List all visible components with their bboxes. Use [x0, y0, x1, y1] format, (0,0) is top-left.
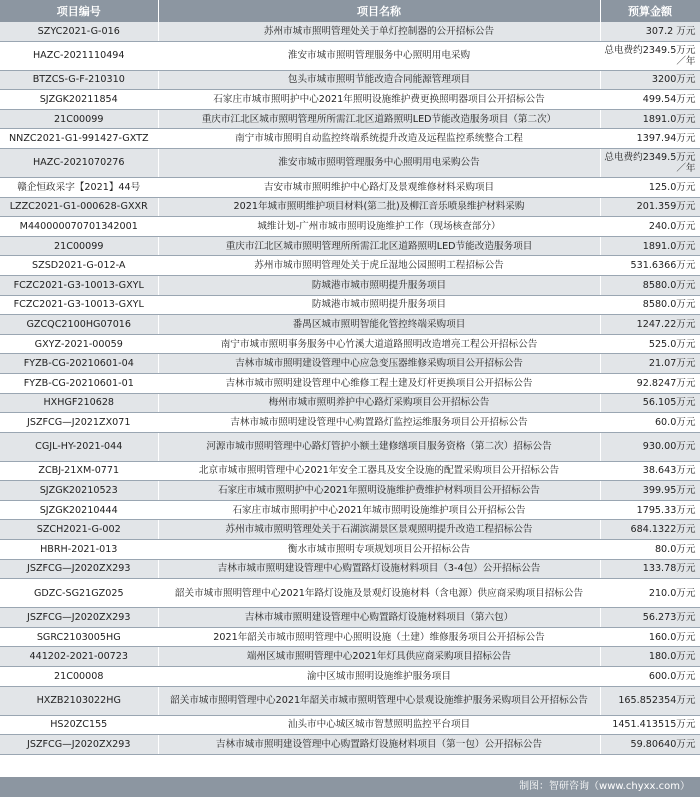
table-row	[0, 90, 700, 110]
project-name-cell: 北京市城市照明管理中心2021年安全工器具及安全设施的配置采购项目公开招标公告	[158, 461, 600, 481]
table-row	[0, 109, 700, 129]
budget-amount-cell: 59.80640万元	[600, 735, 700, 755]
table-row	[0, 197, 700, 217]
table-row	[0, 559, 700, 579]
project-code-cell: HAZC-2021070276	[0, 148, 158, 177]
budget-amount-cell: 38.643万元	[600, 461, 700, 481]
project-name-cell: 吉林市城市照明建设管理中心维修工程土建及灯杆更换项目公开招标公告	[158, 373, 600, 393]
budget-amount-cell: 307.2 万元	[600, 22, 700, 41]
project-name-cell: 重庆市江北区城市照明管理所所需江北区道路照明LED节能改造服务项目	[158, 236, 600, 256]
budget-amount-cell: 180.0万元	[600, 647, 700, 667]
project-name-cell: 吉林市城市照明建设管理中心购置路灯设施材料项目（第六包）	[158, 608, 600, 628]
header-project-code: 项目编号	[0, 0, 158, 22]
project-name-cell: 衡水市城市照明专项规划项目公开招标公告	[158, 540, 600, 560]
project-code-cell: GZCQC2100HG07016	[0, 315, 158, 335]
table-row	[0, 275, 700, 295]
project-code-cell: SJZGK20210444	[0, 500, 158, 520]
table-row	[0, 256, 700, 276]
budget-amount-cell: 92.8247万元	[600, 373, 700, 393]
table-header-row	[0, 0, 700, 22]
budget-amount-cell: 8580.0万元	[600, 295, 700, 315]
project-name-cell: 淮安市城市照明管理服务中心照明用电采购	[158, 41, 600, 70]
budget-amount-cell: 930.00万元	[600, 432, 700, 461]
project-name-cell: 2021年韶关市城市照明管理中心照明设施（土建）维修服务项目公开招标公告	[158, 627, 600, 647]
budget-amount-cell: 499.54万元	[600, 90, 700, 110]
budget-amount-cell: 1247.22万元	[600, 315, 700, 335]
project-code-cell: HAZC-2021110494	[0, 41, 158, 70]
project-code-cell: SJZGK20211854	[0, 90, 158, 110]
table-row	[0, 315, 700, 335]
project-code-cell: SZYC2021-G-016	[0, 22, 158, 41]
table-row	[0, 520, 700, 540]
budget-amount-cell: 1795.33万元	[600, 500, 700, 520]
budget-amount-cell: 1891.0万元	[600, 109, 700, 129]
budget-amount-cell: 56.105万元	[600, 393, 700, 413]
project-name-cell: 吉林市城市照明建设管理中心购置路灯设施材料项目（3-4包）公开招标公告	[158, 559, 600, 579]
project-code-cell: GDZC-SG21GZ025	[0, 579, 158, 608]
table-row	[0, 715, 700, 735]
budget-amount-cell: 525.0万元	[600, 334, 700, 354]
budget-amount-cell: 56.273万元	[600, 608, 700, 628]
project-name-cell: 吉林市城市照明建设管理中心购置路灯监控运维服务项目公开招标公告	[158, 413, 600, 433]
project-code-cell: 21C00008	[0, 667, 158, 687]
table-body	[0, 22, 700, 754]
budget-amount-cell: 684.1322万元	[600, 520, 700, 540]
project-code-cell: HXZB2103022HG	[0, 686, 158, 715]
project-name-cell: 苏州市城市照明管理处关于单灯控制器的公开招标公告	[158, 22, 600, 41]
table-row	[0, 22, 700, 41]
project-code-cell: HXHGF210628	[0, 393, 158, 413]
project-name-cell: 梅州市城市照明养护中心路灯采购项目公开招标公告	[158, 393, 600, 413]
project-name-cell: 苏州市城市照明管理处关于石湖滨湖景区景观照明提升改造工程招标公告	[158, 520, 600, 540]
table-row	[0, 647, 700, 667]
project-code-cell: FYZB-CG-20210601-01	[0, 373, 158, 393]
project-name-cell: 吉林市城市照明建设管理中心购置路灯设施材料项目（第一包）公开招标公告	[158, 735, 600, 755]
budget-amount-cell: 总电费约2349.5万元／年	[600, 41, 700, 70]
budget-amount-cell: 210.0万元	[600, 579, 700, 608]
table-row	[0, 461, 700, 481]
table-row	[0, 735, 700, 755]
budget-amount-cell: 8580.0万元	[600, 275, 700, 295]
table-row	[0, 373, 700, 393]
project-code-cell: M440000070701342001	[0, 217, 158, 237]
project-name-cell: 防城港市城市照明提升服务项目	[158, 275, 600, 295]
table-row	[0, 393, 700, 413]
table-row	[0, 667, 700, 687]
source-credit: 制图：智研咨询（www.chyxx.com）	[0, 777, 700, 797]
project-name-cell: 吉安市城市照明维护中心路灯及景观维修材料采购项目	[158, 177, 600, 197]
budget-amount-cell: 1397.94万元	[600, 129, 700, 149]
project-name-cell: 渝中区城市照明设施维护服务项目	[158, 667, 600, 687]
table-row	[0, 540, 700, 560]
project-name-cell: 石家庄市城市照明护中心2021年城市照明设施维护项目公开招标公告	[158, 500, 600, 520]
project-name-cell: 防城港市城市照明提升服务项目	[158, 295, 600, 315]
project-name-cell: 石家庄市城市照明护中心2021年照明设施维护费维护材料项目公开招标公告	[158, 481, 600, 501]
table-row	[0, 608, 700, 628]
project-code-cell: 赣企恒政采字【2021】44号	[0, 177, 158, 197]
project-name-cell: 淮安市城市照明管理服务中心照明用电采购公告	[158, 148, 600, 177]
project-name-cell: 重庆市江北区城市照明管理所所需江北区道路照明LED节能改造服务项目（第二次）	[158, 109, 600, 129]
project-code-cell: HS20ZC155	[0, 715, 158, 735]
project-code-cell: 441202-2021-00723	[0, 647, 158, 667]
table-row	[0, 295, 700, 315]
table-row	[0, 627, 700, 647]
budget-amount-cell: 80.0万元	[600, 540, 700, 560]
project-name-cell: 汕头市中心城区城市智慧照明监控平台项目	[158, 715, 600, 735]
table-row	[0, 432, 700, 461]
budget-amount-cell: 531.6366万元	[600, 256, 700, 276]
project-code-cell: 21C00099	[0, 109, 158, 129]
project-name-cell: 城维计划-广州市城市照明设施维护工作（现场核查部分）	[158, 217, 600, 237]
project-name-cell: 石家庄市城市照明护中心2021年照明设施维护费更换照明器项目公开招标公告	[158, 90, 600, 110]
table-row	[0, 148, 700, 177]
budget-amount-cell: 总电费约2349.5万元／年	[600, 148, 700, 177]
project-code-cell: FYZB-CG-20210601-04	[0, 354, 158, 374]
project-name-cell: 吉林市城市照明建设管理中心应急变压器维修采购项目公开招标公告	[158, 354, 600, 374]
budget-amount-cell: 1451.413515万元	[600, 715, 700, 735]
budget-amount-cell: 125.0万元	[600, 177, 700, 197]
project-name-cell: 韶关市城市照明管理中心2021年路灯设施及景观灯设施材料（含电源）供应商采购项目招标公告	[158, 579, 600, 608]
table-row	[0, 217, 700, 237]
project-code-cell: LZZC2021-G1-000628-GXXR	[0, 197, 158, 217]
budget-amount-cell: 60.0万元	[600, 413, 700, 433]
project-code-cell: NNZC2021-G1-991427-GXTZ	[0, 129, 158, 149]
table-row	[0, 413, 700, 433]
budget-amount-cell: 3200万元	[600, 70, 700, 90]
project-name-cell: 南宁市城市照明事务服务中心竹溪大道道路照明改造增亮工程公开招标公告	[158, 334, 600, 354]
table-row	[0, 129, 700, 149]
table-row	[0, 41, 700, 70]
header-project-name: 项目名称	[158, 0, 600, 22]
table-row	[0, 686, 700, 715]
budget-amount-cell: 1891.0万元	[600, 236, 700, 256]
project-name-cell: 包头市城市照明节能改造合同能源管理项目	[158, 70, 600, 90]
project-name-cell: 南宁市城市照明自动监控终端系统提升改造及远程监控系统整合工程	[158, 129, 600, 149]
project-code-cell: JSZFCG—J2020ZX293	[0, 608, 158, 628]
project-code-cell: SZSD2021-G-012-A	[0, 256, 158, 276]
table-row	[0, 579, 700, 608]
table-row	[0, 236, 700, 256]
table-row	[0, 354, 700, 374]
project-code-cell: SGRC2103005HG	[0, 627, 158, 647]
project-code-cell: JSZFCG—J2020ZX293	[0, 735, 158, 755]
project-code-cell: FCZC2021-G3-10013-GXYL	[0, 295, 158, 315]
budget-amount-cell: 240.0万元	[600, 217, 700, 237]
project-code-cell: SJZGK20210523	[0, 481, 158, 501]
project-code-cell: BTZCS-G-F-210310	[0, 70, 158, 90]
project-code-cell: FCZC2021-G3-10013-GXYL	[0, 275, 158, 295]
budget-amount-cell: 399.95万元	[600, 481, 700, 501]
table-row	[0, 177, 700, 197]
project-code-cell: GXYZ-2021-00059	[0, 334, 158, 354]
project-name-cell: 韶关市城市照明管理中心2021年韶关市城市照明管理中心景观设施维护服务采购项目公开招标公告	[158, 686, 600, 715]
project-code-cell: 21C00099	[0, 236, 158, 256]
table-row	[0, 500, 700, 520]
project-code-cell: JSZFCG—J2020ZX293	[0, 559, 158, 579]
project-name-cell: 河源市城市照明管理中心路灯管护小额土建修缮项目服务资格（第二次）招标公告	[158, 432, 600, 461]
budget-amount-cell: 160.0万元	[600, 627, 700, 647]
project-name-cell: 端州区城市照明管理中心2021年灯具供应商采购项目招标公告	[158, 647, 600, 667]
header-budget-amount: 预算金额	[600, 0, 700, 22]
project-code-cell: CGJL-HY-2021-044	[0, 432, 158, 461]
project-code-cell: ZCBJ-21XM-0771	[0, 461, 158, 481]
project-code-cell: HBRH-2021-013	[0, 540, 158, 560]
budget-amount-cell: 21.07万元	[600, 354, 700, 374]
project-name-cell: 番禺区城市照明智能化管控终端采购项目	[158, 315, 600, 335]
project-code-cell: SZCH2021-G-002	[0, 520, 158, 540]
budget-amount-cell: 165.852354万元	[600, 686, 700, 715]
table-row	[0, 70, 700, 90]
budget-amount-cell: 600.0万元	[600, 667, 700, 687]
project-name-cell: 2021年城市照明维护项目材料(第二批)及柳江音乐喷泉维护材料采购	[158, 197, 600, 217]
table-row	[0, 334, 700, 354]
table-row	[0, 481, 700, 501]
budget-amount-cell: 133.78万元	[600, 559, 700, 579]
budget-amount-cell: 201.359万元	[600, 197, 700, 217]
project-name-cell: 苏州市城市照明管理处关于虎丘湿地公园照明工程招标公告	[158, 256, 600, 276]
project-code-cell: JSZFCG—J2021ZX071	[0, 413, 158, 433]
